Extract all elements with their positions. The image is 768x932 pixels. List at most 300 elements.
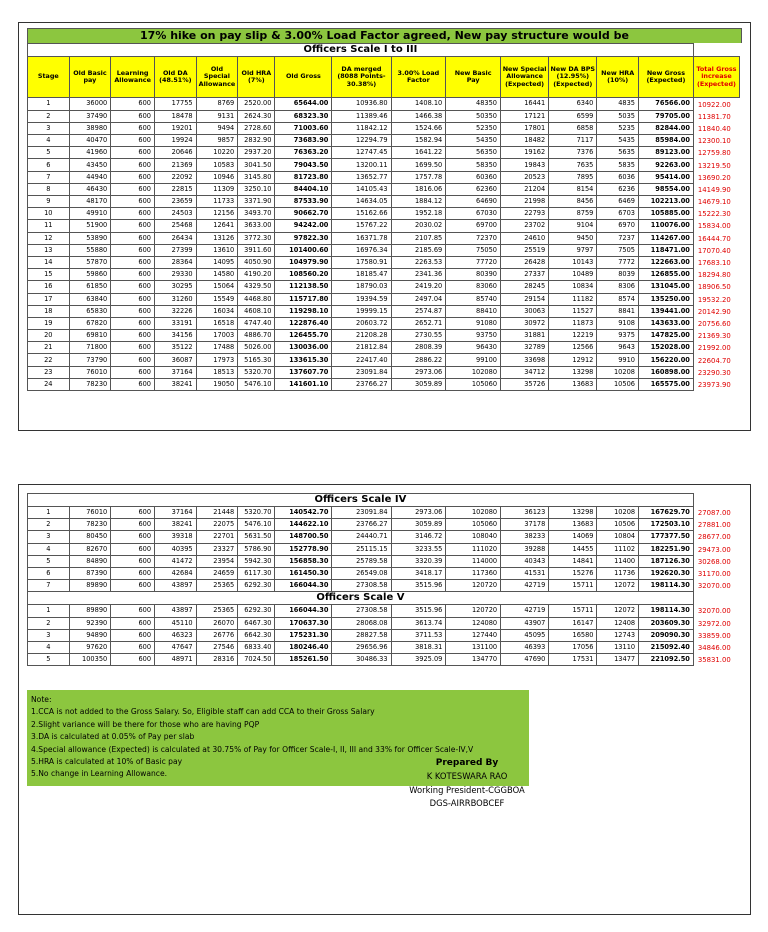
table-cell: 16147 <box>549 617 597 629</box>
table-cell: 25365 <box>196 605 238 617</box>
table-cell: 9494 <box>196 122 238 134</box>
table-cell: 30972 <box>501 317 549 329</box>
table-cell: 27308.58 <box>332 580 391 592</box>
table-cell: 3 <box>28 122 70 134</box>
table-cell: 166044.30 <box>275 580 332 592</box>
table-cell: 2832.90 <box>238 135 275 147</box>
table-cell: 180246.40 <box>275 641 332 653</box>
table-cell: 3418.17 <box>391 567 446 579</box>
table-cell: 133615.30 <box>275 354 332 366</box>
table-row <box>28 305 740 317</box>
table-cell: 76566.00 <box>638 98 693 111</box>
table-cell: 165575.00 <box>638 378 693 390</box>
table-cell: 19843 <box>501 159 549 171</box>
gross-increase-cell: 18906.50 <box>697 283 731 292</box>
table-cell: 15 <box>28 269 70 281</box>
table-cell: 17488 <box>196 342 238 354</box>
table-cell: 67030 <box>446 208 501 220</box>
table-cell: 1466.38 <box>391 110 446 122</box>
table-cell: 5786.90 <box>238 543 275 555</box>
table-cell: 12072 <box>597 580 639 592</box>
table-cell: 20603.72 <box>332 317 391 329</box>
table-cell: 5165.30 <box>238 354 275 366</box>
table-row <box>28 317 740 329</box>
table-row <box>28 366 740 378</box>
table-cell: 16518 <box>196 317 238 329</box>
table-cell: 6340 <box>549 98 597 111</box>
table-cell: 4 <box>28 641 70 653</box>
table-cell: 2574.87 <box>391 305 446 317</box>
table-cell: 1952.18 <box>391 208 446 220</box>
table-cell: 9 <box>28 196 70 208</box>
table-cell: 8 <box>28 183 70 195</box>
table-cell: 41472 <box>155 555 197 567</box>
table-cell: 148700.50 <box>275 531 332 543</box>
gross-increase-cell: 18294.80 <box>697 271 731 280</box>
table-cell: 5476.10 <box>238 519 275 531</box>
table-cell: 126455.70 <box>275 330 332 342</box>
table-cell: 5320.70 <box>238 507 275 519</box>
gross-increase-cell: 15834.00 <box>697 222 731 231</box>
note-line: 3.DA is calculated at 0.05% of Pay per slab <box>31 732 195 742</box>
gross-increase-cell: 34846.00 <box>697 643 731 652</box>
table-cell: 13610 <box>196 244 238 256</box>
table-cell: 3 <box>28 629 70 641</box>
table-cell: 600 <box>111 269 155 281</box>
table-cell: 1 <box>28 98 70 111</box>
table-cell: 14 <box>28 256 70 268</box>
table-cell: 6833.40 <box>238 641 275 653</box>
table-cell: 10 <box>28 208 70 220</box>
table-cell: 120720 <box>446 605 501 617</box>
table-cell: 600 <box>111 317 155 329</box>
gross-increase-cell: 35831.00 <box>697 656 731 665</box>
table-row <box>28 567 740 579</box>
table-row <box>28 256 740 268</box>
table-cell: 76010 <box>69 366 111 378</box>
column-header: 3.00% Load Factor <box>391 57 446 98</box>
table-cell: 18185.47 <box>332 269 391 281</box>
table-cell: 3145.80 <box>238 171 275 183</box>
gross-increase-cell: 11840.40 <box>697 124 731 133</box>
table-cell: 108040 <box>446 531 501 543</box>
table-cell: 5835 <box>597 159 639 171</box>
table-cell: 50350 <box>446 110 501 122</box>
table-cell: 7895 <box>549 171 597 183</box>
table-cell: 9450 <box>549 232 597 244</box>
table-cell: 92390 <box>69 617 111 629</box>
table-cell: 13683 <box>549 519 597 531</box>
table-cell: 26070 <box>196 617 238 629</box>
table-row <box>28 629 740 641</box>
table-cell: 5635 <box>597 147 639 159</box>
table-cell: 4 <box>28 543 70 555</box>
table-cell: 600 <box>111 567 155 579</box>
table-cell: 11309 <box>196 183 238 195</box>
table-cell: 41960 <box>69 147 111 159</box>
table-cell: 5235 <box>597 122 639 134</box>
table-cell: 21369 <box>155 159 197 171</box>
table-cell: 140542.70 <box>275 507 332 519</box>
table-cell: 10220 <box>196 147 238 159</box>
table-cell: 2728.60 <box>238 122 275 134</box>
table-cell: 209090.30 <box>639 629 694 641</box>
page-title: 17% hike on pay slip & 3.00% Load Factor agreed, New pay structure would be <box>27 28 742 43</box>
table-cell: 115717.80 <box>275 293 332 305</box>
table-cell: 10208 <box>597 507 639 519</box>
table-cell: 152778.90 <box>275 543 332 555</box>
table-cell: 144622.10 <box>275 519 332 531</box>
table-cell: 600 <box>111 617 155 629</box>
note-line: 4.Special allowance (Expected) is calculated at 30.75% of Pay for Officer Scale-I, II, III and 33% for Officer Scale-IV,V <box>31 744 474 754</box>
table-cell: 600 <box>111 183 155 195</box>
table-cell: 114267.00 <box>638 232 693 244</box>
table-cell: 5035 <box>597 110 639 122</box>
table-cell: 17755 <box>155 98 197 111</box>
table-cell: 88410 <box>446 305 501 317</box>
table-cell: 11733 <box>196 196 238 208</box>
table-cell: 34712 <box>501 366 549 378</box>
table-cell: 600 <box>111 555 155 567</box>
table-cell: 25115.15 <box>332 543 391 555</box>
table-cell: 31881 <box>501 330 549 342</box>
table-row <box>28 232 740 244</box>
table-cell: 131100 <box>446 641 501 653</box>
table-cell: 84890 <box>69 555 111 567</box>
table-cell: 19394.59 <box>332 293 391 305</box>
table-cell: 30295 <box>155 281 197 293</box>
section-title-scale-1-3: Officers Scale I to III <box>28 44 694 57</box>
table-cell: 600 <box>111 147 155 159</box>
table-cell: 23091.84 <box>332 507 391 519</box>
table-cell: 79705.00 <box>638 110 693 122</box>
table-cell: 119298.10 <box>275 305 332 317</box>
table-cell: 600 <box>111 354 155 366</box>
table-cell: 18513 <box>196 366 238 378</box>
table-cell: 600 <box>111 305 155 317</box>
table-cell: 82670 <box>69 543 111 555</box>
scale-1-3-table <box>27 43 740 391</box>
table-cell: 76010 <box>69 507 111 519</box>
table-cell: 17 <box>28 293 70 305</box>
table-cell: 102080 <box>446 366 501 378</box>
table-cell: 6292.30 <box>238 605 275 617</box>
table-row <box>28 293 740 305</box>
table-cell: 9108 <box>597 317 639 329</box>
table-cell: 3515.96 <box>391 605 446 617</box>
table-cell: 23659 <box>155 196 197 208</box>
table-row <box>28 122 740 134</box>
table-cell: 36123 <box>501 507 549 519</box>
table-cell: 10143 <box>549 256 597 268</box>
table-cell: 14634.05 <box>332 196 391 208</box>
table-cell: 16580 <box>549 629 597 641</box>
table-cell: 1408.10 <box>391 98 446 111</box>
table-cell: 22417.40 <box>332 354 391 366</box>
table-cell: 67820 <box>69 317 111 329</box>
table-cell: 134770 <box>446 654 501 666</box>
table-cell: 24440.71 <box>332 531 391 543</box>
table-cell: 33698 <box>501 354 549 366</box>
table-cell: 10583 <box>196 159 238 171</box>
table-cell: 6858 <box>549 122 597 134</box>
table-cell: 28316 <box>196 654 238 666</box>
table-row <box>28 342 740 354</box>
table-cell: 23 <box>28 366 70 378</box>
table-cell: 2497.04 <box>391 293 446 305</box>
table-row <box>28 507 740 519</box>
table-cell: 13298 <box>549 507 597 519</box>
table-cell: 27308.58 <box>332 605 391 617</box>
table-cell: 600 <box>111 342 155 354</box>
table-cell: 60360 <box>446 171 501 183</box>
table-row <box>28 555 740 567</box>
table-cell: 23702 <box>501 220 549 232</box>
table-cell: 6970 <box>597 220 639 232</box>
table-cell: 2520.00 <box>238 98 275 111</box>
table-cell: 40395 <box>155 543 197 555</box>
table-cell: 84404.10 <box>275 183 332 195</box>
gross-increase-cell: 22604.70 <box>697 356 731 365</box>
table-cell: 37178 <box>501 519 549 531</box>
table-cell: 22701 <box>196 531 238 543</box>
scale-1-3-rows <box>28 98 740 391</box>
table-cell: 7 <box>28 580 70 592</box>
table-cell: 2652.71 <box>391 317 446 329</box>
table-cell: 81723.80 <box>275 171 332 183</box>
gross-increase-cell: 21369.30 <box>697 332 731 341</box>
table-cell: 187126.30 <box>639 555 694 567</box>
table-cell: 69700 <box>446 220 501 232</box>
table-cell: 17003 <box>196 330 238 342</box>
gross-increase-cell: 13690.20 <box>697 173 731 182</box>
table-row <box>28 196 740 208</box>
table-cell: 2808.39 <box>391 342 446 354</box>
table-cell: 10489 <box>549 269 597 281</box>
gross-increase-cell: 20142.90 <box>697 307 731 316</box>
table-cell: 9104 <box>549 220 597 232</box>
table-cell: 40470 <box>69 135 111 147</box>
table-cell: 11873 <box>549 317 597 329</box>
table-cell: 17531 <box>549 654 597 666</box>
table-cell: 6599 <box>549 110 597 122</box>
table-cell: 2973.06 <box>391 366 446 378</box>
table-cell: 3711.53 <box>391 629 446 641</box>
table-cell: 71800 <box>69 342 111 354</box>
table-cell: 11527 <box>549 305 597 317</box>
table-cell: 12408 <box>597 617 639 629</box>
table-cell: 7024.50 <box>238 654 275 666</box>
table-cell: 104979.90 <box>275 256 332 268</box>
table-cell: 2185.69 <box>391 244 446 256</box>
table-row <box>28 531 740 543</box>
table-cell: 35122 <box>155 342 197 354</box>
table-cell: 10506 <box>597 378 639 390</box>
table-cell: 39318 <box>155 531 197 543</box>
table-cell: 8769 <box>196 98 238 111</box>
table-cell: 15276 <box>549 567 597 579</box>
table-cell: 38241 <box>155 519 197 531</box>
table-row <box>28 617 740 629</box>
table-cell: 13 <box>28 244 70 256</box>
note-line: 2.Slight variance will be there for those who are having PQP <box>31 719 260 729</box>
table-cell: 22815 <box>155 183 197 195</box>
table-cell: 600 <box>111 171 155 183</box>
table-cell: 64690 <box>446 196 501 208</box>
table-cell: 42719 <box>501 580 549 592</box>
table-cell: 8154 <box>549 183 597 195</box>
table-cell: 54350 <box>446 135 501 147</box>
table-cell: 221092.50 <box>639 654 694 666</box>
table-cell: 72370 <box>446 232 501 244</box>
table-cell: 3515.96 <box>391 580 446 592</box>
table-cell: 22793 <box>501 208 549 220</box>
table-cell: 23091.84 <box>332 366 391 378</box>
table-cell: 600 <box>111 122 155 134</box>
table-cell: 65644.00 <box>275 98 332 111</box>
table-cell: 40343 <box>501 555 549 567</box>
table-cell: 58350 <box>446 159 501 171</box>
table-cell: 18482 <box>501 135 549 147</box>
gross-increase-cell: 12759.80 <box>697 149 731 158</box>
table-cell: 7 <box>28 171 70 183</box>
table-cell: 15549 <box>196 293 238 305</box>
table-cell: 65830 <box>69 305 111 317</box>
gross-increase-cell: 16444.70 <box>697 234 731 243</box>
table-cell: 4050.90 <box>238 256 275 268</box>
table-cell: 600 <box>111 629 155 641</box>
table-cell: 91080 <box>446 317 501 329</box>
table-cell: 124080 <box>446 617 501 629</box>
table-cell: 2973.06 <box>391 507 446 519</box>
table-cell: 41531 <box>501 567 549 579</box>
table-cell: 63840 <box>69 293 111 305</box>
table-cell: 16371.78 <box>332 232 391 244</box>
table-cell: 24503 <box>155 208 197 220</box>
table-cell: 9131 <box>196 110 238 122</box>
table-cell: 3 <box>28 531 70 543</box>
table-cell: 48170 <box>69 196 111 208</box>
table-cell: 1641.22 <box>391 147 446 159</box>
table-cell: 6117.30 <box>238 567 275 579</box>
table-cell: 17973 <box>196 354 238 366</box>
table-cell: 6236 <box>597 183 639 195</box>
table-cell: 3041.50 <box>238 159 275 171</box>
table-cell: 36087 <box>155 354 197 366</box>
table-cell: 85740 <box>446 293 501 305</box>
table-row <box>28 135 740 147</box>
table-cell: 26434 <box>155 232 197 244</box>
table-cell: 24 <box>28 378 70 390</box>
table-cell: 600 <box>111 208 155 220</box>
table-cell: 3320.39 <box>391 555 446 567</box>
table-cell: 89890 <box>69 580 111 592</box>
table-cell: 12743 <box>597 629 639 641</box>
gross-increase-cell: 28677.00 <box>697 533 731 542</box>
table-row <box>28 244 740 256</box>
table-cell: 600 <box>111 281 155 293</box>
table-cell: 8039 <box>597 269 639 281</box>
table-cell: 46393 <box>501 641 549 653</box>
table-cell: 127440 <box>446 629 501 641</box>
table-cell: 4747.40 <box>238 317 275 329</box>
table-cell: 3925.09 <box>391 654 446 666</box>
gross-increase-cell: 23290.30 <box>697 368 731 377</box>
table-cell: 12747.45 <box>332 147 391 159</box>
table-cell: 600 <box>111 543 155 555</box>
table-cell: 161450.30 <box>275 567 332 579</box>
table-cell: 22075 <box>196 519 238 531</box>
table-cell: 152028.00 <box>638 342 693 354</box>
table-cell: 30486.33 <box>332 654 391 666</box>
table-cell: 9797 <box>549 244 597 256</box>
table-cell: 42684 <box>155 567 197 579</box>
table-cell: 6292.30 <box>238 580 275 592</box>
table-cell: 20523 <box>501 171 549 183</box>
table-cell: 13126 <box>196 232 238 244</box>
prepared-by-block <box>377 757 557 810</box>
table-cell: 24659 <box>196 567 238 579</box>
table-cell: 38241 <box>155 378 197 390</box>
table-row <box>28 330 740 342</box>
table-cell: 44940 <box>69 171 111 183</box>
table-cell: 94242.00 <box>275 220 332 232</box>
table-cell: 78230 <box>69 519 111 531</box>
table-cell: 15711 <box>549 580 597 592</box>
table-cell: 37164 <box>155 507 197 519</box>
table-cell: 46430 <box>69 183 111 195</box>
table-row <box>28 519 740 531</box>
column-header: New HRA (10%) <box>597 57 639 98</box>
table-cell: 52350 <box>446 122 501 134</box>
table-cell: 10208 <box>597 366 639 378</box>
table-cell: 29154 <box>501 293 549 305</box>
table-cell: 111020 <box>446 543 501 555</box>
table-cell: 175231.30 <box>275 629 332 641</box>
table-cell: 38980 <box>69 122 111 134</box>
table-cell: 12912 <box>549 354 597 366</box>
table-cell: 20 <box>28 330 70 342</box>
table-cell: 2 <box>28 110 70 122</box>
table-cell: 89890 <box>69 605 111 617</box>
gross-increase-cell: 15222.30 <box>697 210 731 219</box>
table-cell: 21998 <box>501 196 549 208</box>
column-header: Total Gross increase (Expected) <box>693 57 739 98</box>
table-cell: 2419.20 <box>391 281 446 293</box>
table-cell: 160898.00 <box>638 366 693 378</box>
table-cell: 8759 <box>549 208 597 220</box>
table-cell: 5 <box>28 654 70 666</box>
table-cell: 3059.89 <box>391 519 446 531</box>
gross-increase-cell: 20756.60 <box>697 319 731 328</box>
table-row <box>28 654 740 666</box>
table-cell: 16441 <box>501 98 549 111</box>
table-cell: 49910 <box>69 208 111 220</box>
table-cell: 8306 <box>597 281 639 293</box>
table-cell: 10834 <box>549 281 597 293</box>
table-cell: 600 <box>111 220 155 232</box>
table-cell: 135250.00 <box>638 293 693 305</box>
author-org: DGS-AIRRBOBCEF <box>429 797 505 808</box>
table-cell: 95414.00 <box>638 171 693 183</box>
table-cell: 48971 <box>155 654 197 666</box>
gross-increase-cell: 14149.90 <box>697 185 731 194</box>
table-cell: 1 <box>28 605 70 617</box>
table-cell: 57870 <box>69 256 111 268</box>
table-cell: 11400 <box>597 555 639 567</box>
table-cell: 27546 <box>196 641 238 653</box>
gross-increase-cell: 23973.90 <box>697 380 731 389</box>
